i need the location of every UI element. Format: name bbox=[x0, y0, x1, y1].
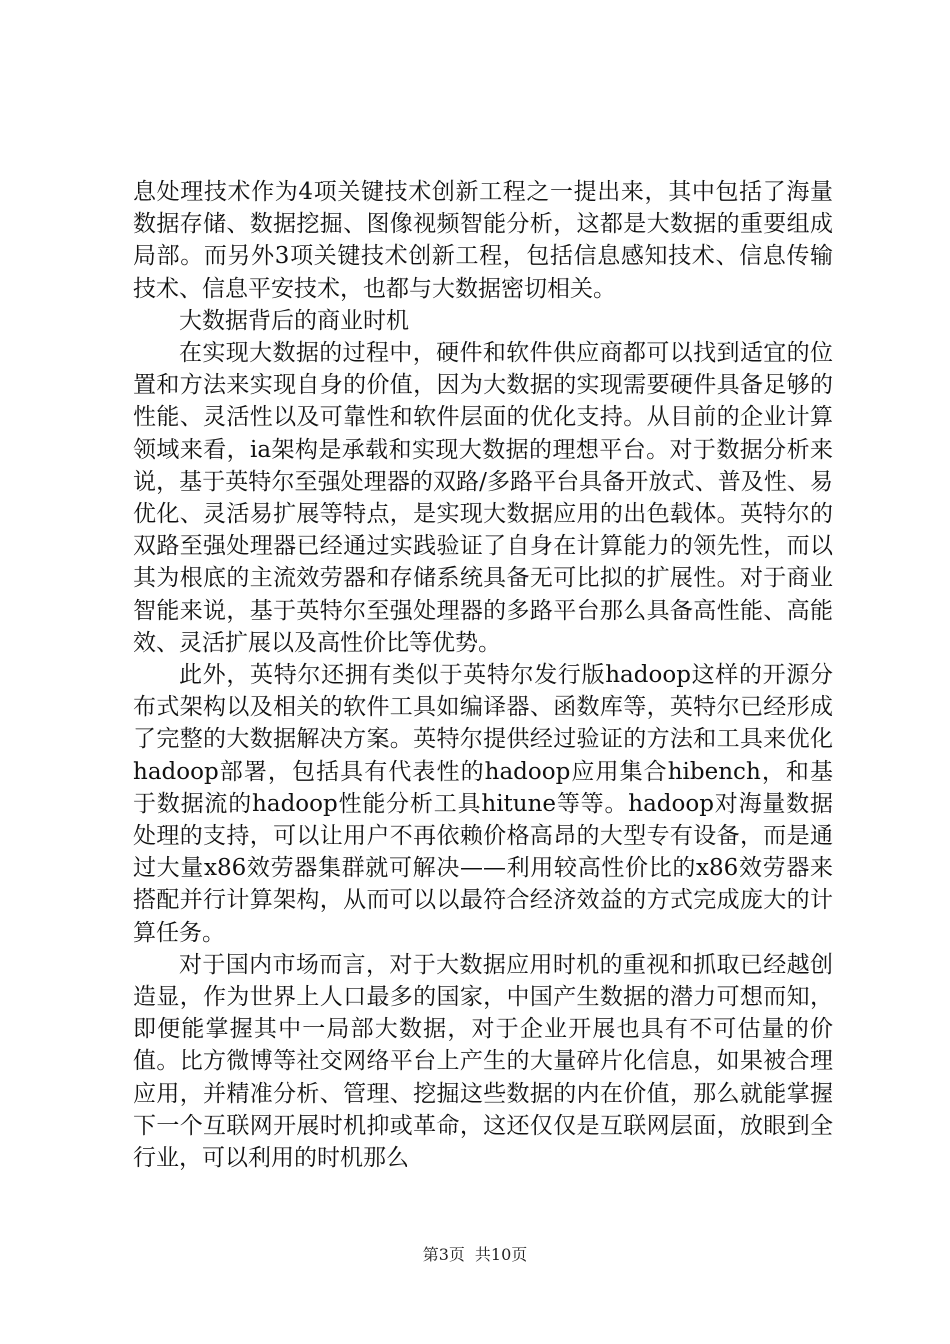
section-heading: 大数据背后的商业时机 bbox=[179, 307, 409, 334]
page-total: 共10页 bbox=[474, 1245, 528, 1264]
document-body bbox=[133, 176, 833, 1174]
paragraph: 在实现大数据的过程中，硬件和软件供应商都可以找到适宜的位置和方法来实现自身的价值，因为大数据的实现需要硬件具备足够的性能、灵活性以及可靠性和软件层面的优化支持。从目前的企业计算领域来看，ia架构是承载和实现大数据的理想平台。对于数据分析来说，基于英特尔至强处理器的双路/多路平台具备开放式、普及性、易优化、灵活易扩展等特点，是实现大数据应用的出色载体。英特尔的双路至强处理器已经通过实践验证了自身在计算能力的领先性，而以其为根底的主流效劳器和存储系统具备无可比拟的扩展性。对于商业智能来说，基于英特尔至强处理器的多路平台那么具备高性能、高能效、灵活扩展以及高性价比等优势。 bbox=[133, 340, 833, 656]
paragraph-continuation: 息处理技术作为4项关键技术创新工程之一提出来，其中包括了海量数据存储、数据挖掘、图像视频智能分析，这都是大数据的重要组成局部。而另外3项关键技术创新工程，包括信息感知技术、信息传输技术、信息平安技术，也都与大数据密切相关。 bbox=[133, 179, 833, 302]
page-footer bbox=[0, 1244, 950, 1266]
paragraph: 此外，英特尔还拥有类似于英特尔发行版hadoop这样的开源分布式架构以及相关的软件工具如编译器、函数库等，英特尔已经形成了完整的大数据解决方案。英特尔提供经过验证的方法和工具来优化hadoop部署，包括具有代表性的hadoop应用集合hibench，和基于数据流的hadoop性能分析工具hitune等等。hadoop对海量数据处理的支持，可以让用户不再依赖价格高昂的大型专有设备，而是通过大量x86效劳器集群就可解决——利用较高性价比的x86效劳器来搭配并行计算架构，从而可以以最符合经济效益的方式完成庞大的计算任务。 bbox=[133, 662, 833, 946]
page-number: 第3页 bbox=[422, 1245, 465, 1264]
paragraph: 对于国内市场而言，对于大数据应用时机的重视和抓取已经越创造显，作为世界上人口最多的国家，中国产生数据的潜力可想而知，即便能掌握其中一局部大数据，对于企业开展也具有不可估量的价值。比方微博等社交网络平台上产生的大量碎片化信息，如果被合理应用，并精准分析、管理、挖掘这些数据的内在价值，那么就能掌握下一个互联网开展时机抑或革命，这还仅仅是互联网层面，放眼到全行业，可以利用的时机那么 bbox=[133, 951, 833, 1172]
